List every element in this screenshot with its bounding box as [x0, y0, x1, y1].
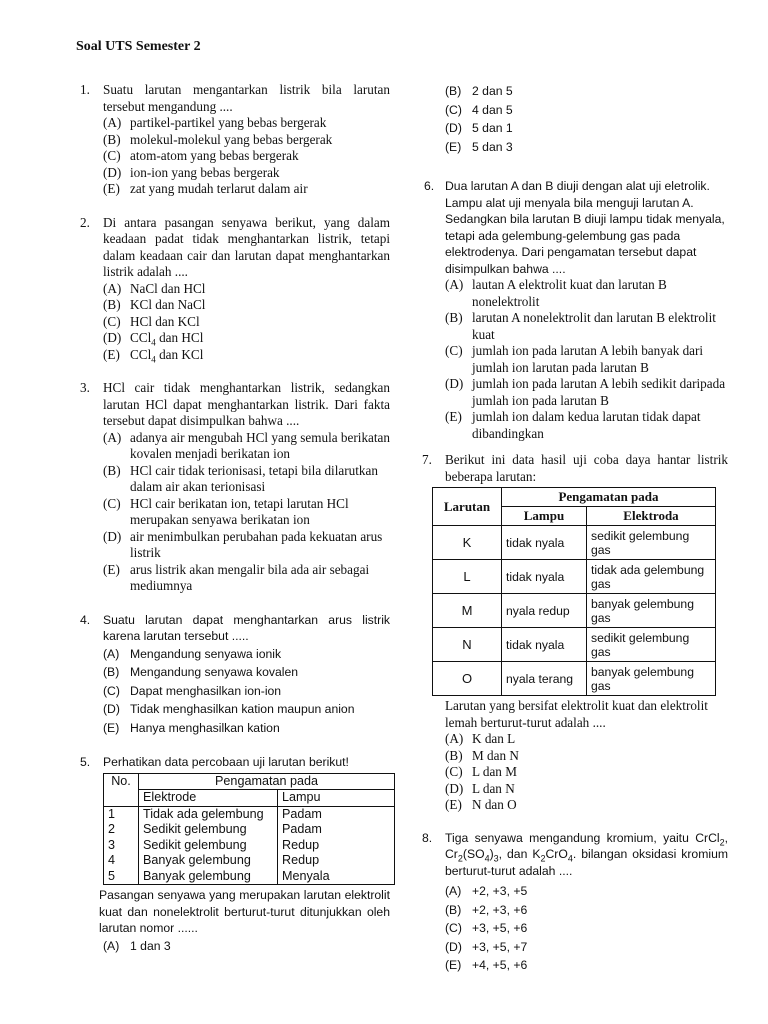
question-number: 6. [424, 179, 435, 193]
option-d[interactable]: (D) jumlah ion pada larutan A lebih sedikit daripada jumlah ion pada larutan B [445, 376, 726, 408]
option-e[interactable]: (E) CCl$_4$ dan KCl [103, 346, 204, 365]
option-c[interactable]: (C) Dapat menghasilkan ion-ion [103, 683, 282, 698]
option-text: molekul-molekul yang bebas bergerak [130, 131, 333, 147]
option-e[interactable]: (E) Hanya menghasilkan kation [103, 720, 280, 735]
question-stem: Berikut ini data hasil uji coba daya hantar listrik beberapa larutan: [445, 452, 728, 484]
option-d[interactable]: (D) 5 dan 1 [445, 121, 513, 135]
question-stem: Dua larutan A dan B diuji dengan alat uji eletrolik. Lampu alat uji menyala bila menguji larutan A. Sedangkan bila larutan B diuji lampu tidak menyala, tetapi ada gelembung-gelembung gas pada elektrodenya. Dari pengamatan tersebut dapat disimpulkan bahwa .... [445, 179, 725, 276]
option-list [103, 430, 390, 595]
table-row: 2 Sedikit gelembung Padam [104, 822, 395, 838]
table-header-lampu: Lampu [278, 790, 395, 807]
option-list [445, 882, 728, 975]
question-number: 8. [422, 830, 433, 845]
option-b[interactable]: (B) KCl dan NaCl [103, 297, 206, 312]
option-a[interactable]: (A) lautan A elektrolit kuat dan larutan B nonelektrolit [445, 277, 667, 309]
question-followup: Pasangan senyawa yang merupakan larutan elektrolit kuat dan nonelektrolit berturut-turut ditunjukkan oleh larutan nomor ...... [99, 888, 390, 935]
table-header-group: Pengamatan pada [502, 488, 716, 507]
option-a[interactable]: (A) partikel-partikel yang bebas bergerak [103, 115, 327, 130]
question-stem: Di antara pasangan senyawa berikut, yang dalam keadaan padat tidak menghantarkan listrik, tetapi dalam keadaan cair dan larutan dapat menghantarkan listrik adalah .... [103, 214, 390, 279]
option-a[interactable]: (A) 1 dan 3 [103, 938, 171, 953]
table-row: M nyala redup banyak gelembung gas [433, 594, 716, 628]
data-table [432, 487, 716, 696]
option-list [103, 115, 390, 198]
right-column [418, 82, 728, 975]
option-c[interactable]: (C) +3, +5, +6 [445, 921, 528, 935]
option-e[interactable]: (E) zat yang mudah terlarut dalam air [103, 181, 308, 196]
option-b[interactable]: (B) molekul-molekul yang bebas bergerak [103, 131, 333, 147]
table-header-group: Pengamatan pada [139, 773, 395, 790]
option-list [103, 645, 390, 738]
option-text: jumlah ion pada larutan A lebih banyak dari jumlah ion larutan pada larutan B [472, 343, 704, 375]
option-text: Mengandung senyawa kovalen [130, 665, 299, 679]
question-stem: HCl cair tidak menghantarkan listrik, sedangkan larutan HCl dapat menghantarkan listrik. Dari fakta tersebut dapat disimpulkan bahwa .... [103, 380, 390, 428]
question-1 [76, 82, 390, 198]
question-5 [76, 754, 390, 955]
question-followup: Larutan yang bersifat elektrolit kuat dan elektrolit lemah berturut-turut adalah .... [445, 698, 708, 730]
option-a[interactable]: (A) Mengandung senyawa ionik [103, 646, 282, 661]
table-row: 5 Banyak gelembung Menyala [104, 869, 395, 885]
option-text: ion-ion yang bebas bergerak [130, 164, 280, 180]
option-a[interactable]: (A) K dan L [445, 731, 516, 746]
table-row: L tidak nyala tidak ada gelembung gas [433, 560, 716, 594]
question-number: 2. [80, 214, 90, 230]
option-text: 5 dan 1 [472, 121, 513, 135]
question-number: 1. [80, 82, 90, 97]
question-number: 5. [80, 755, 91, 769]
option-text: +2, +3, +5 [472, 884, 528, 898]
option-text: +4, +5, +6 [472, 958, 528, 972]
table-row: K tidak nyala sedikit gelembung gas [433, 526, 716, 560]
option-b[interactable]: (B) HCl cair tidak terionisasi, tetapi bila dilarutkan dalam air akan terionisasi [103, 462, 378, 494]
option-list-continued [445, 82, 728, 156]
left-column [76, 82, 390, 955]
option-text: +2, +3, +6 [472, 902, 528, 917]
option-text: M dan N [472, 747, 519, 763]
option-c[interactable]: (C) L dan M [445, 764, 517, 779]
option-c[interactable]: (C) atom-atom yang bebas bergerak [103, 148, 299, 163]
option-text: Dapat menghasilkan ion-ion [130, 683, 282, 698]
option-text: +3, +5, +7 [472, 939, 528, 954]
option-text: CCl$_4$ dan KCl [130, 346, 204, 365]
option-d[interactable]: (D) +3, +5, +7 [445, 939, 528, 954]
page-title: Soal UTS Semester 2 [76, 39, 201, 54]
option-text: arus listrik akan mengalir bila ada air sebagai mediumnya [130, 561, 370, 593]
option-text: zat yang mudah terlarut dalam air [130, 181, 308, 196]
option-text: 1 dan 3 [130, 938, 171, 953]
option-d[interactable]: (D) Tidak menghasilkan kation maupun anion [103, 702, 355, 716]
option-e[interactable]: (E) jumlah ion dalam kedua larutan tidak dapat dibandingkan [445, 409, 701, 441]
table-row: 1 Tidak ada gelembung Padam [104, 806, 395, 822]
option-text: larutan A nonelektrolit dan larutan B elektrolit kuat [472, 310, 716, 342]
option-list [103, 281, 390, 364]
table-row: 3 Sedikit gelembung Redup [104, 838, 395, 854]
option-text: Hanya menghasilkan kation [130, 720, 280, 735]
option-e[interactable]: (E) arus listrik akan mengalir bila ada air sebagai mediumnya [103, 561, 370, 593]
option-text: CCl$_4$ dan HCl [130, 330, 204, 348]
question-6 [418, 178, 728, 277]
option-b[interactable]: (B) Mengandung senyawa kovalen [103, 665, 299, 679]
option-text: jumlah ion dalam kedua larutan tidak dapat dibandingkan [472, 409, 701, 441]
option-b[interactable]: (B) M dan N [445, 747, 519, 763]
option-text: HCl cair tidak terionisasi, tetapi bila dilarutkan dalam air akan terionisasi [130, 462, 378, 494]
option-text: lautan A elektrolit kuat dan larutan B nonelektrolit [472, 277, 667, 309]
option-text: air menimbulkan perubahan pada kekuatan arus listrik [130, 528, 383, 560]
option-d[interactable]: (D) L dan N [445, 780, 515, 796]
data-table [103, 773, 395, 886]
question-8 [418, 830, 728, 975]
option-text: N dan O [472, 797, 517, 812]
option-text: NaCl dan HCl [130, 280, 206, 296]
table-header-elektroda: Elektroda [587, 507, 716, 526]
question-4 [76, 612, 390, 738]
option-d[interactable]: (D) air menimbulkan perubahan pada kekuatan arus listrik [103, 528, 383, 560]
option-b[interactable]: (B) larutan A nonelektrolit dan larutan B elektrolit kuat [445, 310, 716, 342]
option-d[interactable]: (D) CCl$_4$ dan HCl [103, 330, 204, 348]
table-header-lampu: Lampu [502, 507, 587, 526]
option-a[interactable]: (A) adanya air mengubah HCl yang semula berikatan kovalen menjadi berikatan ion [103, 429, 390, 461]
option-b[interactable]: (B) 2 dan 5 [445, 84, 513, 98]
option-text: partikel-partikel yang bebas bergerak [130, 115, 327, 130]
question-number: 7. [422, 452, 432, 467]
option-list [445, 731, 728, 814]
table-row: O nyala terang banyak gelembung gas [433, 662, 716, 696]
option-c[interactable]: (C) jumlah ion pada larutan A lebih banyak dari jumlah ion larutan pada larutan B [445, 343, 704, 375]
option-text: HCl dan KCl [130, 313, 200, 329]
table-row: 4 Banyak gelembung Redup [104, 853, 395, 869]
question-stem: Tiga senyawa mengandung kromium, yaitu CrCl$_2$, $Cr_2(SO_4)_3$, dan $K_2CrO_4$. bilangan oksidasi kromium berturut-turut adalah .... [445, 830, 728, 878]
question-2 [76, 215, 390, 364]
option-b[interactable]: (B) +2, +3, +6 [445, 902, 528, 917]
option-text: KCl dan NaCl [130, 297, 206, 312]
option-text: Mengandung senyawa ionik [130, 646, 282, 661]
option-text: L dan M [472, 764, 517, 779]
option-text: atom-atom yang bebas bergerak [130, 148, 299, 163]
option-text: HCl cair berikatan ion, tetapi larutan HCl merupakan senyawa berikatan ion [130, 495, 349, 527]
option-text: jumlah ion pada larutan A lebih sedikit daripada jumlah ion pada larutan B [472, 376, 726, 408]
option-text: 2 dan 5 [472, 84, 513, 98]
option-a[interactable]: (A) NaCl dan HCl [103, 280, 206, 296]
option-e[interactable]: (E) +4, +5, +6 [445, 958, 528, 972]
option-text: L dan N [472, 780, 515, 796]
option-e[interactable]: (E) 5 dan 3 [445, 139, 513, 154]
option-d[interactable]: (D) ion-ion yang bebas bergerak [103, 164, 280, 180]
option-list [445, 277, 728, 442]
option-text: +3, +5, +6 [472, 921, 528, 935]
question-number: 4. [80, 612, 91, 627]
option-c[interactable]: (C) HCl cair berikatan ion, tetapi larutan HCl merupakan senyawa berikatan ion [103, 495, 349, 527]
option-e[interactable]: (E) N dan O [445, 797, 517, 812]
option-text: K dan L [472, 731, 516, 746]
question-7 [418, 452, 728, 814]
option-c[interactable]: (C) HCl dan KCl [103, 313, 200, 329]
option-text: Tidak menghasilkan kation maupun anion [130, 702, 355, 716]
option-text: adanya air mengubah HCl yang semula berikatan kovalen menjadi berikatan ion [130, 429, 390, 461]
table-row: N tidak nyala sedikit gelembung gas [433, 628, 716, 662]
option-list [103, 937, 390, 956]
question-stem: Perhatikan data percobaan uji larutan berikut! [103, 755, 349, 769]
option-text: 4 dan 5 [472, 102, 513, 117]
table-header-elektrode: Elektrode [139, 790, 278, 807]
question-3 [76, 380, 390, 595]
option-text: 5 dan 3 [472, 139, 513, 154]
table-header-larutan: Larutan [433, 488, 502, 526]
question-number: 3. [80, 380, 90, 395]
question-stem: Suatu larutan dapat menghantarkan arus listrik karena larutan tersebut ..... [103, 612, 390, 643]
option-c[interactable]: (C) 4 dan 5 [445, 102, 513, 117]
option-a[interactable]: (A) +2, +3, +5 [445, 884, 528, 898]
table-header-no: No. [104, 773, 139, 806]
question-stem: Suatu larutan mengantarkan listrik bila larutan tersebut mengandung .... [103, 82, 390, 114]
